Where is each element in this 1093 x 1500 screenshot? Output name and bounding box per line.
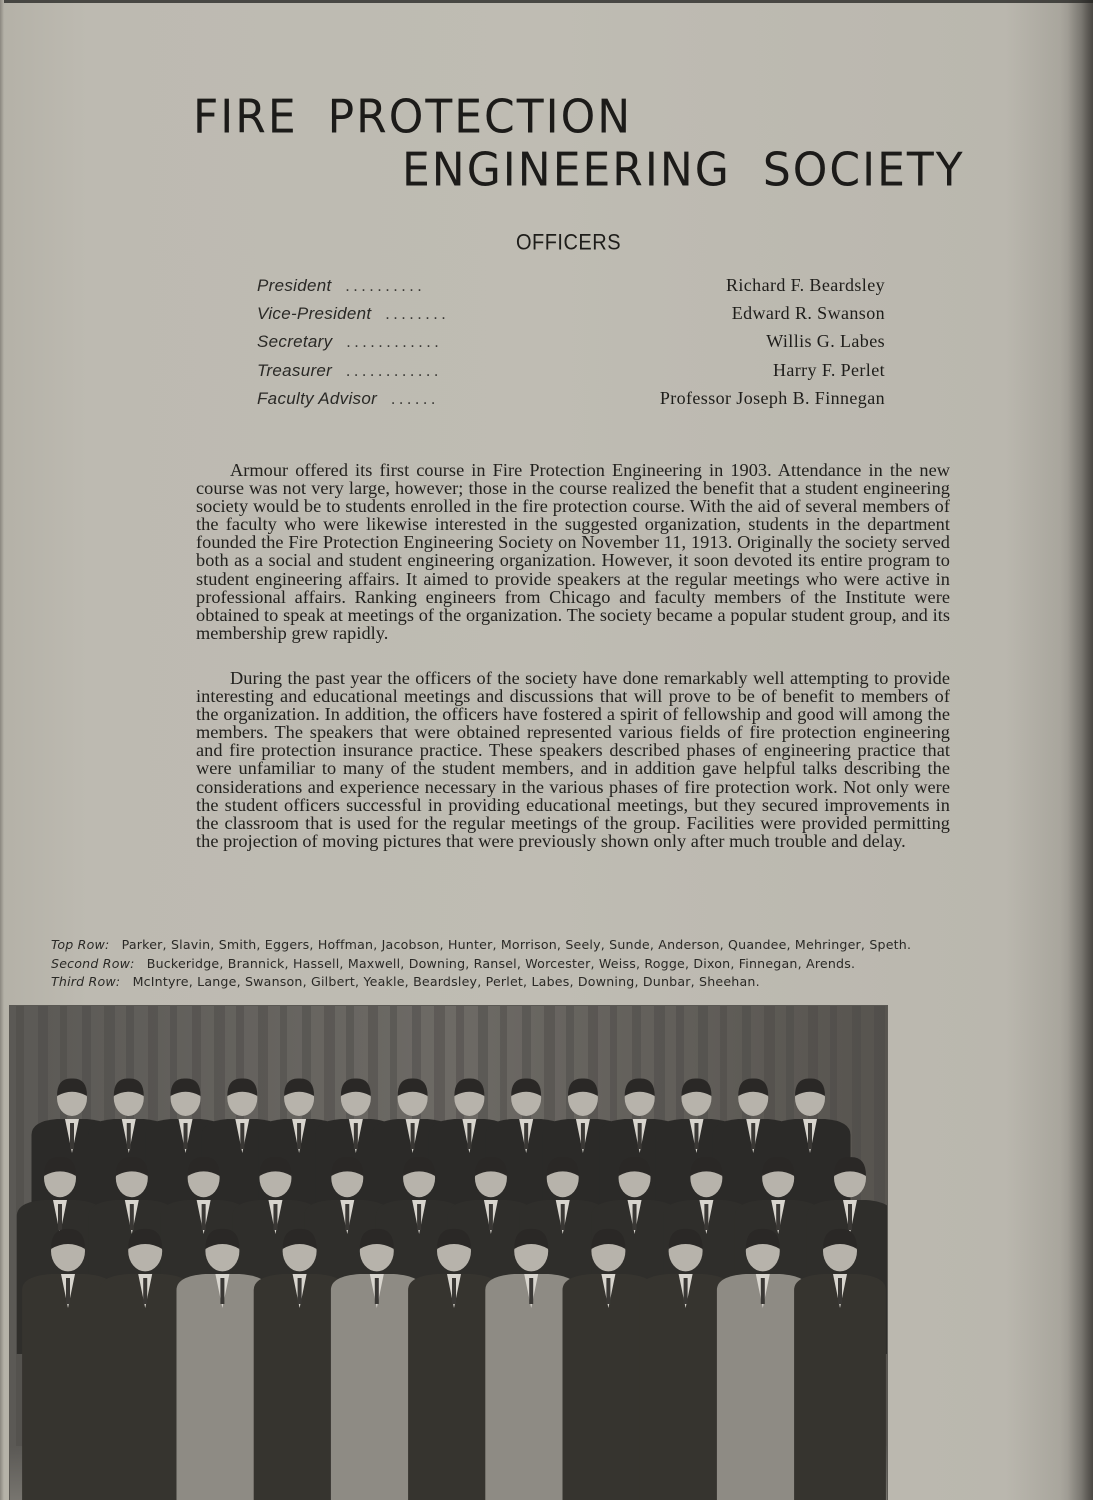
necktie [130, 1204, 134, 1230]
necktie [704, 1204, 708, 1230]
history-paragraph: Armour offered its first course in Fire Protection Engineering in 1903. Attendance in the new course was not very large, however; those in the course realized the benefit that a student engineering society would be to students enrolled in the fire protection course. With the aid of several members of the faculty who were likewise interested in the suggested organization, students in the department founded the Fire Protection Engineering Society on November 11, 1913. Originally the society served both as a social and student engineering organization. However, it soon devoted its entire program to student engineering affairs. It aimed to provide speakers at the regular meetings who were active in professional affairs. Ranking engineers from Chicago and faculty members of the Institute were obtained to speak at meetings of the organization. The society became a popular student group, and its membership grew rapidly. [196, 460, 950, 643]
officer-title: Treasurer [257, 360, 333, 380]
page-top-edge [0, 0, 1093, 3]
necktie [70, 1123, 74, 1149]
necktie [143, 1278, 147, 1304]
leader-dots: . . . . . . . . . . . . [346, 362, 439, 380]
necktie [184, 1123, 188, 1149]
necktie [808, 1123, 812, 1149]
necktie [375, 1278, 379, 1304]
leader-dots: . . . . . . . . . . [345, 278, 422, 295]
necktie [202, 1204, 206, 1230]
page-title-line-2: ENGINEERING SOCIETY [402, 143, 965, 198]
necktie [273, 1204, 277, 1230]
officer-row-vice-president [257, 303, 885, 331]
officer-row-secretary [257, 331, 885, 359]
group-photo-illustration [10, 1006, 887, 1500]
necktie [66, 1278, 70, 1304]
caption-label: Third Row: [51, 974, 121, 989]
officer-name: Willis G. Labes [766, 331, 885, 352]
necktie [297, 1123, 301, 1149]
necktie [776, 1204, 780, 1230]
officer-title: Faculty Advisor [257, 388, 378, 408]
necktie [751, 1123, 755, 1149]
necktie [417, 1204, 421, 1230]
caption-names: Buckeridge, Brannick, Hassell, Maxwell, Downing, Ransel, Worcester, Weiss, Rogge, Dixon, Finnegan, Arends. [146, 955, 856, 971]
necktie [58, 1204, 62, 1230]
officer-name: Richard F. Beardsley [725, 275, 885, 295]
caption-top-row [51, 937, 1051, 956]
necktie [694, 1123, 698, 1149]
caption-names: Parker, Slavin, Smith, Eggers, Hoffman, Jacobson, Hunter, Morrison, Seely, Sunde, Anderson, Quandee, Mehringer, Speth. [121, 937, 912, 952]
activities-paragraph: During the past year the officers of the society have done remarkably well attempting to provide interesting and educational meetings and discussions that will prove to be of benefit to members of the organization. In addition, the officers have fostered a spirit of fellowship and good will among the members. The speakers that were obtained represented various fields of fire protection engineering and fire protection insurance practice. These speakers described phases of engineering practice that were unfamiliar to many of the student members, and in addition gave helpful talks describing the considerations and experience necessary in the various phases of fire protection work. Not only were the student officers successful in providing educational meetings, but they secured improvements in the classroom that is used for the regular meetings of the group. Facilities were provided permitting the projection of moving pictures that were previously shown only after much trouble and delay. [196, 668, 950, 851]
officer-name: Professor Joseph B. Finnegan [659, 387, 885, 408]
officer-row-president [257, 275, 885, 303]
necktie [606, 1278, 610, 1304]
caption-second-row [51, 956, 1051, 975]
necktie [127, 1123, 131, 1149]
necktie [345, 1204, 349, 1230]
necktie [761, 1278, 765, 1304]
officer-row-treasurer [257, 360, 885, 388]
caption-names: McIntyre, Lange, Swanson, Gilbert, Yeakle, Beardsley, Perlet, Labes, Downing, Dunbar, Sheehan. [132, 974, 760, 989]
necktie [581, 1123, 585, 1149]
necktie [467, 1123, 471, 1149]
necktie [354, 1123, 358, 1149]
necktie [220, 1278, 224, 1304]
people [17, 1078, 887, 1500]
caption-label: Top Row: [51, 937, 110, 952]
caption-label: Second Row: [51, 955, 135, 971]
necktie [240, 1123, 244, 1149]
necktie [411, 1123, 415, 1149]
officer-name: Harry F. Perlet [772, 359, 885, 380]
necktie [638, 1123, 642, 1149]
page-left-edge [0, 0, 4, 1500]
necktie [489, 1204, 493, 1230]
necktie [298, 1278, 302, 1304]
page-title-line-1: FIRE PROTECTION [193, 90, 633, 145]
officer-row-faculty-advisor [257, 388, 885, 416]
officer-title: Secretary [257, 332, 333, 352]
necktie [633, 1204, 637, 1230]
necktie [524, 1123, 528, 1149]
group-photograph [10, 1006, 887, 1500]
officer-title: President [257, 276, 332, 295]
leader-dots: . . . . . . [391, 390, 436, 408]
necktie [561, 1204, 565, 1230]
officers-list [257, 275, 885, 416]
photo-caption [51, 937, 1051, 993]
officers-heading: OFFICERS [515, 230, 622, 256]
page-binding-shadow [1068, 0, 1093, 1500]
leader-dots: . . . . . . . . [385, 306, 446, 324]
necktie [848, 1204, 852, 1230]
necktie [452, 1278, 456, 1304]
necktie [529, 1278, 533, 1304]
necktie [684, 1278, 688, 1304]
officer-name: Edward R. Swanson [731, 303, 885, 324]
necktie [838, 1278, 842, 1304]
leader-dots: . . . . . . . . . . . . [346, 334, 439, 352]
third-row [22, 1229, 886, 1500]
caption-third-row [51, 974, 1051, 993]
officer-title: Vice-President [257, 304, 372, 324]
